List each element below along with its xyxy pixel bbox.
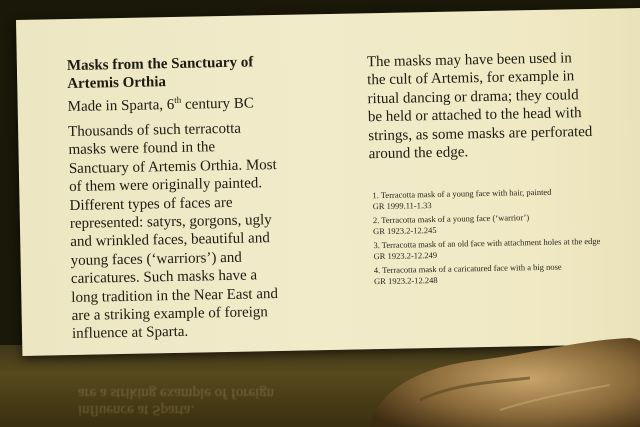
object-label: 2. Terracotta mask of a young face (‘warrior’) (372, 212, 530, 226)
right-column (367, 48, 640, 164)
object-label: 3. Terracotta mask of an old face with attachment holes at the edge (373, 235, 601, 251)
description-left: Thousands of such terracotta masks were found in the Sanctuary of Artemis Orthia. Most of them were originally painted. Different types of faces are represented: satyrs, gorgons, ugly and wrinkled faces, beautiful and young faces (‘warriors’) and caricatures. Such masks have a long tradition in the Near East and are a striking example of foreign influence at Sparta. (68, 120, 279, 343)
object-item (372, 185, 640, 212)
description-right: The masks may have been used in the cult of Artemis, for example in ritual dancing or drama; they could be held or attached to the head with strings, as some masks are perforated around the edge. (366, 50, 593, 163)
object-reference: GR 1923.2-12.249 (373, 249, 438, 262)
exhibit-label-panel (16, 8, 640, 356)
panel-subtitle (67, 87, 357, 117)
object-reference: GR 1999.11-1.33 (372, 200, 432, 212)
object-item (373, 210, 640, 237)
object-item (374, 260, 640, 287)
panel-reflection: influence at Sparta. are a striking example of foreign (78, 385, 275, 418)
terracotta-fragment-icon (360, 330, 640, 427)
object-reference: GR 1923.2-12.248 (373, 274, 438, 287)
object-reference: GR 1923.2-12.245 (373, 224, 437, 237)
object-label: 1. Terracotta mask of a young face with hair, painted (372, 186, 552, 201)
object-item (373, 235, 640, 262)
subtitle-suffix: century BC (181, 95, 254, 113)
left-column (67, 51, 362, 343)
subtitle-ordinal: th (174, 94, 182, 105)
object-list (372, 185, 640, 290)
panel-title: Masks from the Sanctuary of Artemis Orthia (66, 54, 254, 93)
object-label: 4. Terracotta mask of a caricatured face with a big nose (373, 261, 562, 276)
subtitle-prefix: Made in Sparta, 6 (67, 96, 175, 116)
